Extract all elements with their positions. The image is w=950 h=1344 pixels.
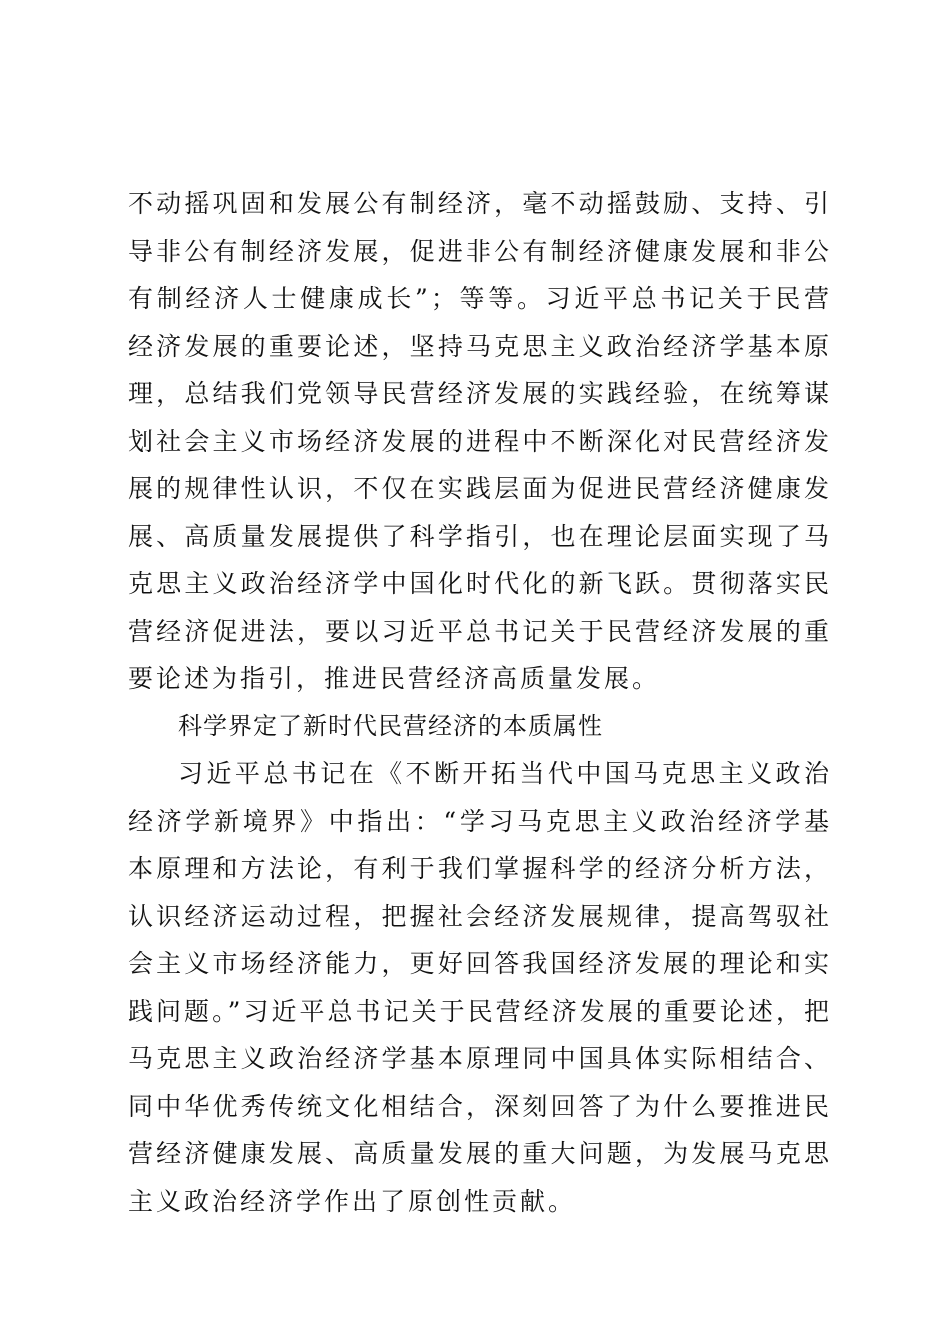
article-body bbox=[128, 180, 832, 1225]
paragraph-continuation: 不动摇巩固和发展公有制经济，毫不动摇鼓励、支持、引导非公有制经济发展，促进非公有制经济健康发展和非公有制经济人士健康成长”；等等。习近平总书记关于民营经济发展的重要论述，坚持马克思主义政治经济学基本原理，总结我们党领导民营经济发展的实践经验，在统筹谋划社会主义市场经济发展的进程中不断深化对民营经济发展的规律性认识，不仅在实践层面为促进民营经济健康发展、高质量发展提供了科学指引，也在理论层面实现了马克思主义政治经济学中国化时代化的新飞跃。贯彻落实民营经济促进法，要以习近平总书记关于民营经济发展的重要论述为指引，推进民营经济高质量发展。 bbox=[128, 189, 832, 693]
section-heading: 科学界定了新时代民营经济的本质属性 bbox=[178, 711, 603, 740]
paragraph-body: 习近平总书记在《不断开拓当代中国马克思主义政治经济学新境界》中指出：“学习马克思主义政治经济学基本原理和方法论，有利于我们掌握科学的经济分析方法，认识经济运动过程，把握社会经济发展规律，提高驾驭社会主义市场经济能力，更好回答我国经济发展的理论和实践问题。”习近平总书记关于民营经济发展的重要论述，把马克思主义政治经济学基本原理同中国具体实际相结合、同中华优秀传统文化相结合，深刻回答了为什么要推进民营经济健康发展、高质量发展的重大问题，为发展马克思主义政治经济学作出了原创性贡献。 bbox=[128, 759, 832, 1216]
